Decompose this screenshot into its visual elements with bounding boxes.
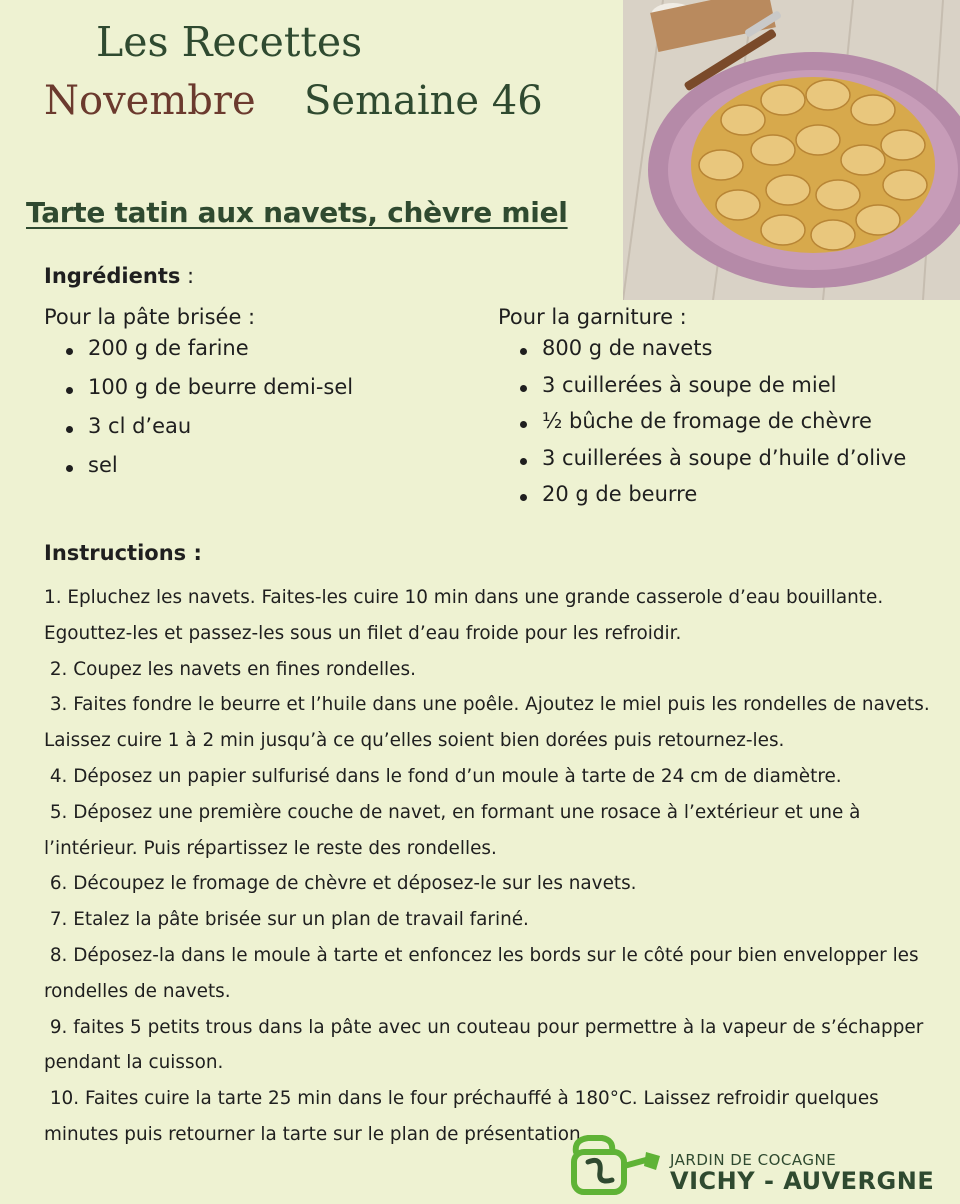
instruction-step: 10. Faites cuire la tarte 25 min dans le four préchauffé à 180°C. Laissez refroidir quelques minutes puis retourner la tarte sur le plan de présentation. [44,1088,885,1145]
instructions-heading: Instructions : [44,541,202,565]
tart-photo [623,0,960,300]
instruction-step: 1. Epluchez les navets. Faites-les cuire 10 min dans une grande casserole d’eau bouillante. Egouttez-les et passez-les sous un filet d’eau froide pour les refroidir. [44,587,890,644]
list-item: 800 g de navets [498,335,906,372]
list-item: 3 cuillerées à soupe d’huile d’olive [498,445,906,482]
recipe-title: Tarte tatin aux navets, chèvre miel [26,196,568,229]
pate-ingredients [44,305,353,491]
garniture-label: Pour la garniture : [498,305,687,329]
pate-label: Pour la pâte brisée : [44,305,256,329]
week-label: Semaine 46 [304,78,543,124]
garniture-ingredients [498,305,906,518]
instruction-step: 7. Etalez la pâte brisée sur un plan de travail fariné. [44,909,529,931]
list-item: ½ bûche de fromage de chèvre [498,408,906,445]
instruction-step: 9. faites 5 petits trous dans la pâte avec un couteau pour permettre à la vapeur de s’échapper pendant la cuisson. [44,1016,930,1074]
page-title: Les Recettes [96,18,363,66]
month-label: Novembre [44,78,256,124]
watering-can-logo-icon [566,1130,664,1200]
instruction-step: 3. Faites fondre le beurre et l’huile dans une poêle. Ajoutez le miel puis les rondelles de navets. Laissez cuire 1 à 2 min jusqu’à ce qu’elles soient bien dorées puis retournez-les. [44,694,936,752]
instructions-list [44,580,944,1153]
logo-text-line2: VICHY - AUVERGNE [670,1167,935,1195]
list-item: 100 g de beurre demi-sel [44,374,353,413]
list-item: 3 cuillerées à soupe de miel [498,372,906,409]
instruction-step: 2. Coupez les navets en fines rondelles. [44,658,416,680]
instruction-step: 8. Déposez-la dans le moule à tarte et enfoncez les bords sur le côté pour bien envelopper les rondelles de navets. [44,944,925,1002]
pate-list [44,335,353,491]
list-item: 3 cl d’eau [44,413,353,452]
instruction-step: 4. Déposez un papier sulfurisé dans le fond d’un moule à tarte de 24 cm de diamètre. [44,765,842,787]
garniture-list [498,335,906,518]
instruction-step: 5. Déposez une première couche de navet, en formant une rosace à l’extérieur et une à l’intérieur. Puis répartissez le reste des rondelles. [44,801,867,859]
ingredients-heading-label: Ingrédients [44,264,181,288]
logo-text-line1: JARDIN DE COCAGNE [670,1151,837,1169]
ingredients-heading-colon: : [180,264,195,288]
list-item: sel [44,452,353,491]
instruction-step: 6. Découpez le fromage de chèvre et déposez-le sur les navets. [44,873,637,895]
ingredients-heading [44,264,194,288]
list-item: 200 g de farine [44,335,353,374]
list-item: 20 g de beurre [498,481,906,518]
